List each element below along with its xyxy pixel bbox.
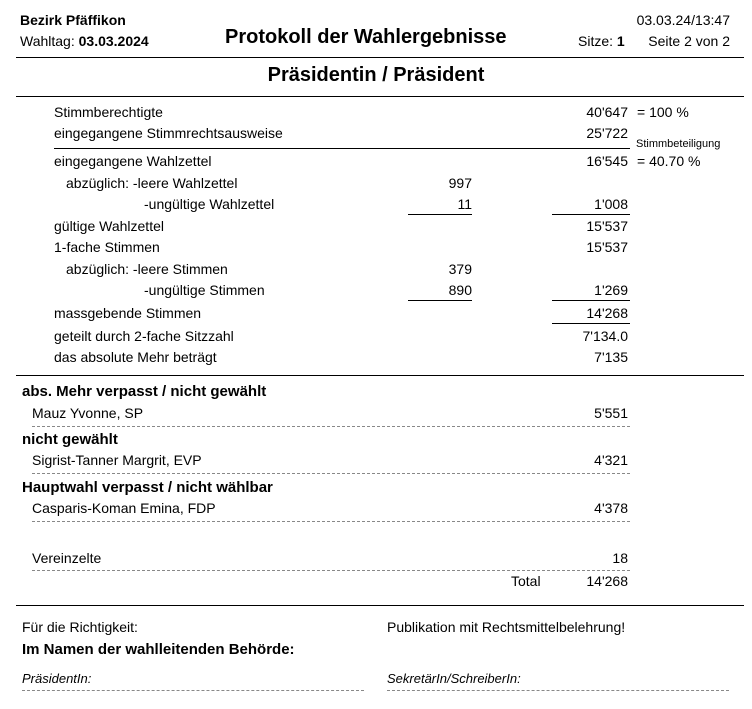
stimmberechtigte-value: 40'647 xyxy=(586,104,628,120)
page-number: Seite 2 von 2 xyxy=(648,33,730,49)
header-divider xyxy=(16,57,744,58)
beteiligung-value: = 40.70 % xyxy=(637,153,701,169)
ungueltig-wz-label: -ungültige Wahlzettel xyxy=(144,196,275,212)
candidate-name: Sigrist-Tanner Margrit, EVP xyxy=(32,452,202,468)
district-name: Bezirk Pfäffikon xyxy=(20,12,126,28)
massgebend-label: massgebende Stimmen xyxy=(54,305,202,321)
candidate-name: Casparis-Koman Emina, FDP xyxy=(32,500,216,516)
abz-leer-st-label: abzüglich: -leere Stimmen xyxy=(66,261,228,277)
total-value: 14'268 xyxy=(586,573,628,589)
underline-massgebend xyxy=(552,323,630,324)
result-heading: nicht gewählt xyxy=(22,431,118,448)
percent-100: = 100 % xyxy=(637,104,689,120)
dashed-separator xyxy=(32,473,630,474)
geteilt-value: 7'134.0 xyxy=(582,328,628,344)
ausweise-label: eingegangene Stimmrechtsausweise xyxy=(54,125,283,141)
candidate-votes: 4'378 xyxy=(594,500,628,516)
wahlzettel-label: eingegangene Wahlzettel xyxy=(54,153,212,169)
footer-divider xyxy=(16,605,744,606)
section-title: Präsidentin / Präsident xyxy=(267,64,485,86)
geteilt-label: geteilt durch 2-fache Sitzzahl xyxy=(54,328,234,344)
dashed-separator xyxy=(32,426,630,427)
absolutes-mehr-label: das absolute Mehr beträgt xyxy=(54,349,217,365)
dashed-separator xyxy=(32,521,630,522)
candidate-votes: 4'321 xyxy=(594,452,628,468)
behoerde-text: Im Namen der wahlleitenden Behörde: xyxy=(22,641,295,658)
underline-st-sub xyxy=(408,300,472,301)
beteiligung-label: Stimmbeteiligung xyxy=(636,138,721,150)
praesident-signature-line xyxy=(22,690,364,691)
seats-value: 1 xyxy=(616,33,625,49)
abz-total-st: 1'269 xyxy=(594,282,628,298)
stimmberechtigte-label: Stimmberechtigte xyxy=(54,104,163,120)
sekretaer-signature-line xyxy=(387,690,729,691)
richtigkeit-text: Für die Richtigkeit: xyxy=(22,619,138,635)
einfach-label: 1-fache Stimmen xyxy=(54,239,160,255)
vereinzelte-value: 18 xyxy=(612,550,628,566)
underline-st-total xyxy=(552,300,630,301)
seats-label: Sitze: xyxy=(578,33,614,49)
dashed-separator xyxy=(32,570,630,571)
timestamp: 03.03.24/13:47 xyxy=(636,12,730,28)
seats xyxy=(578,33,625,49)
sekretaer-signature-label: SekretärIn/SchreiberIn: xyxy=(387,671,521,686)
results-divider xyxy=(16,375,744,376)
praesident-signature-label: PräsidentIn: xyxy=(22,671,92,686)
massgebend-value: 14'268 xyxy=(586,305,628,321)
vereinzelte-label: Vereinzelte xyxy=(32,550,102,566)
candidate-votes: 5'551 xyxy=(594,405,628,421)
ungueltig-wz-value: 11 xyxy=(457,196,472,212)
einfach-value: 15'537 xyxy=(586,239,628,255)
candidate-name: Mauz Yvonne, SP xyxy=(32,405,144,421)
result-heading: Hauptwahl verpasst / nicht wählbar xyxy=(22,479,273,496)
wahlzettel-value: 16'545 xyxy=(586,153,628,169)
gueltig-value: 15'537 xyxy=(586,218,628,234)
abz-leer-wz-label: abzüglich: -leere Wahlzettel xyxy=(66,175,238,191)
total-label: Total xyxy=(511,573,541,589)
result-heading: abs. Mehr verpasst / nicht gewählt xyxy=(22,383,267,400)
gueltig-label: gültige Wahlzettel xyxy=(54,218,164,234)
publikation-text: Publikation mit Rechtsmittelbelehrung! xyxy=(387,619,626,635)
stats-divider xyxy=(54,148,630,149)
ungueltig-st-value: 890 xyxy=(448,282,472,298)
section-divider xyxy=(16,96,744,97)
underline-wz-sub xyxy=(408,214,472,215)
page-title: Protokoll der Wahlergebnisse xyxy=(225,26,507,48)
underline-wz-total xyxy=(552,214,630,215)
abz-leer-wz-value: 997 xyxy=(448,175,472,191)
abz-total-wz: 1'008 xyxy=(594,196,628,212)
election-date-label: Wahltag: xyxy=(20,33,75,49)
election-date xyxy=(20,33,149,49)
abz-leer-st-value: 379 xyxy=(448,261,472,277)
ungueltig-st-label: -ungültige Stimmen xyxy=(144,282,265,298)
absolutes-mehr-value: 7'135 xyxy=(594,349,628,365)
ausweise-value: 25'722 xyxy=(586,125,628,141)
election-date-value: 03.03.2024 xyxy=(78,33,149,49)
